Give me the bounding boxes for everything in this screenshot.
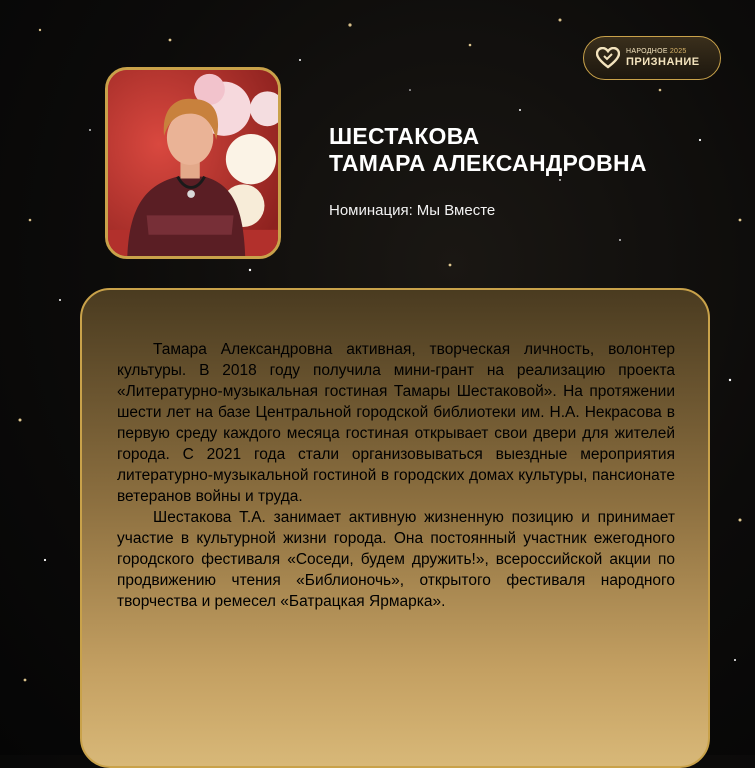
person-name	[329, 123, 729, 177]
nomination-label: Номинация:	[329, 202, 413, 219]
logo-bottom-text: ПРИЗНАНИЕ	[626, 56, 700, 68]
nomination	[329, 202, 495, 219]
bio-paragraph-2: Шестакова Т.А. занимает активную жизненную позицию и принимает участие в культурной жизни города. Она постоянный участник ежегодного городского фестиваля «Соседи, будем дружить!», всероссийской акции по продвижению чтения «Библионочь», открытого фестиваля народного творчества и ремесел «Батрацкая Ярмарка».	[117, 509, 675, 610]
name-line-2: ТАМАРА АЛЕКСАНДРОВНА	[329, 150, 647, 176]
nomination-value: Мы Вместе	[416, 202, 496, 219]
logo-year: 2025	[669, 48, 687, 55]
logo-top-text: НАРОДНОЕ	[626, 48, 668, 55]
portrait-photo	[105, 67, 281, 259]
name-line-1: ШЕСТАКОВА	[329, 123, 480, 149]
bio-text	[117, 339, 675, 612]
heart-icon	[596, 47, 620, 69]
logo-badge	[583, 36, 721, 80]
bio-paragraph-1: Тамара Александровна активная, творческая личность, волонтер культуры. В 2018 году получила мини-грант на реализацию проекта «Литературно-музыкальная гостиная Тамары Шестаковой». На протяжении шести лет на базе Центральной городской библиотеки им. Н.А. Некрасова в первую среду каждого месяца гостиная открывает свои двери для жителей города. С 2021 года стали организовываться выездные мероприятия литературно-музыкальной гостиной в городских домах культуры, пансионате ветеранов войны и труда.	[117, 341, 675, 505]
